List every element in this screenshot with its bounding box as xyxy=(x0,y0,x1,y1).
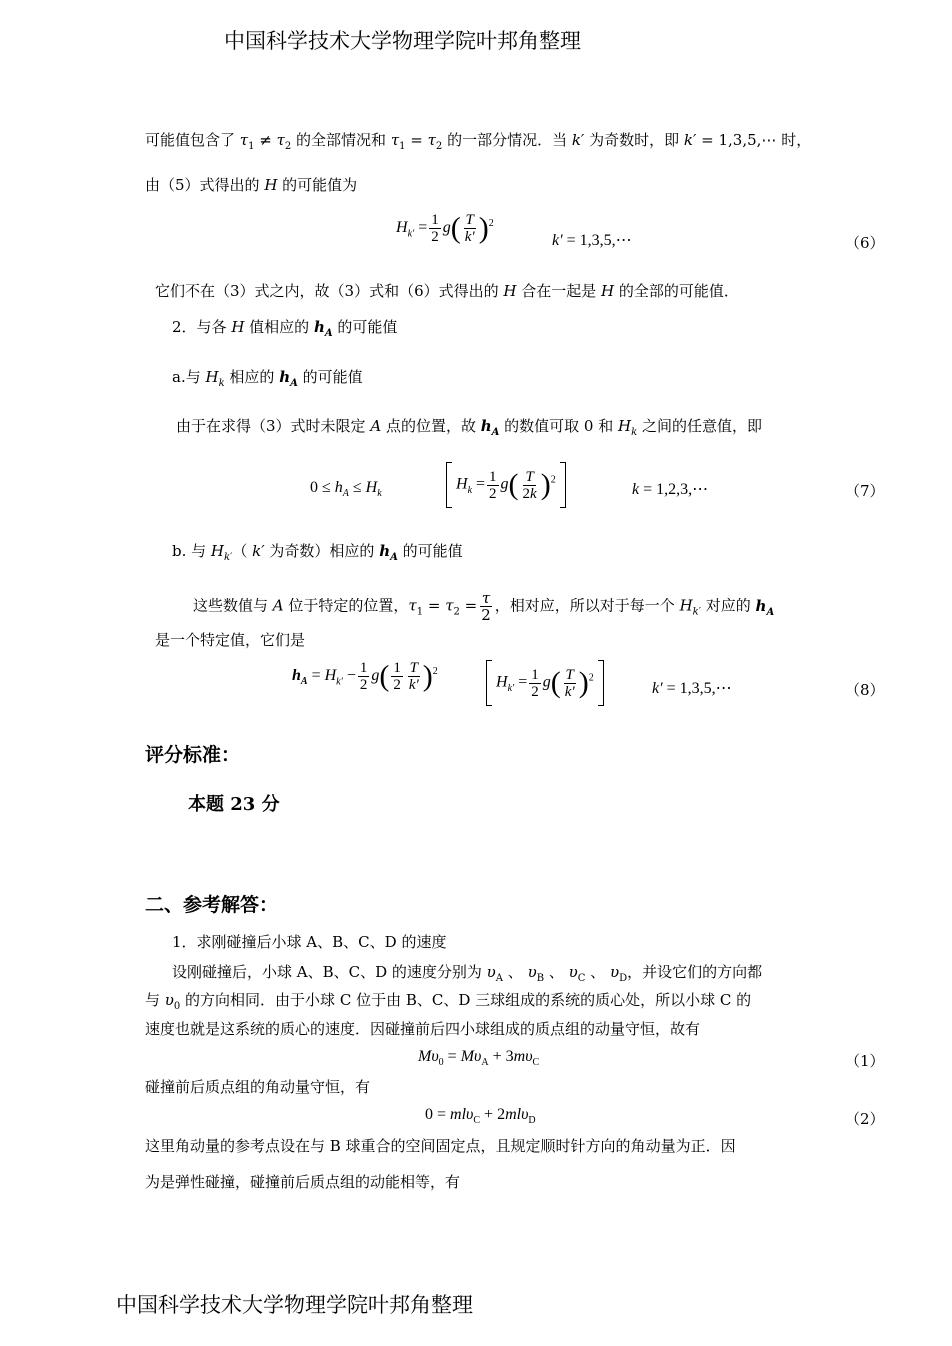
equation-8-bracket: $H_{k'}$ = $\frac{1}{2}$ g( $\frac{T}{k'}$ )$^2$ xyxy=(486,660,604,706)
text-line-m3: 与 $\upsilon_0$ 的方向相同．由于小球 C 位于由 B、C、D 三球组成的系统的质心处，所以小球 C 的 xyxy=(145,991,752,1012)
text-line-9: 是一个特定值，它们是 xyxy=(155,631,306,649)
page-header: 中国科学技术大学物理学院叶邦角整理 xyxy=(224,29,581,53)
text-line-4: 2．与各 H 值相应的 $h_A$ 的可能值 xyxy=(172,318,398,339)
section-answer-title: 二、参考解答： xyxy=(145,894,279,916)
text-line-m5: 碰撞前后质点组的角动量守恒，有 xyxy=(145,1078,371,1096)
equation-2: 0 = mlυ$_C$ + 2mlυ$_D$ xyxy=(425,1106,536,1127)
equation-number-1: （1） xyxy=(845,1052,885,1070)
scoring-text: 本题 23 分 xyxy=(188,794,280,815)
equation-7-left: $0 \le h_A \le H_k$ xyxy=(310,479,382,500)
text-line-m1: 1．求刚碰撞后小球 A、B、C、D 的速度 xyxy=(172,933,447,951)
equation-6-condition: k′ = 1,3,5,⋯ xyxy=(552,232,632,249)
page-footer: 中国科学技术大学物理学院叶邦角整理 xyxy=(116,1293,473,1317)
text-line-2: 由（5）式得出的 H 的可能值为 xyxy=(145,176,358,194)
equation-7-condition: k = 1,2,3,⋯ xyxy=(632,481,709,498)
text-line-6: 由于在求得（3）式时未限定 A 点的位置，故 $h_A$ 的数值可取 0 和 $H_k$ 之间的任意值，即 xyxy=(176,417,762,438)
equation-number-8: （8） xyxy=(845,681,885,699)
text-line-8: 这些数值与 A 位于特定的位置，$\tau_1 = \tau_2$ = $\frac{\tau}{2}$ ，相对应，所以对于每一个 $H_{k'}$ 对应的 $h_A$ xyxy=(193,589,775,624)
equation-6: $H_{k'}$ = $\frac{1}{2}$ g( $\frac{T}{k'}$ )$^2$ xyxy=(396,211,494,245)
text-line-7: b. 与 $H_{k'}$（ k′ 为奇数）相应的 $h_A$ 的可能值 xyxy=(172,542,463,563)
text-line-m2: 设刚碰撞后，小球 A、B、C、D 的速度分别为 $\upsilon_A$ 、 $\upsilon_B$ 、 $\upsilon_C$ 、 $\upsilon_D$，并设它们的方向都 xyxy=(172,963,763,984)
equation-number-6: （6） xyxy=(845,234,885,252)
equation-1: $M\upsilon_0 = M\upsilon_A + 3m\upsilon_C$ xyxy=(418,1048,540,1069)
equation-number-7: （7） xyxy=(845,482,885,500)
equation-number-2: （2） xyxy=(845,1110,885,1128)
text-line-3: 它们不在（3）式之内，故（3）式和（6）式得出的 H 合在一起是 H 的全部的可能值． xyxy=(155,282,739,300)
text-line-5: a.与 $H_k$ 相应的 $h_A$ 的可能值 xyxy=(172,368,363,389)
equation-8-condition: k′ = 1,3,5,⋯ xyxy=(652,680,732,697)
section-scoring-title: 评分标准： xyxy=(145,744,241,766)
text-line-m6: 这里角动量的参考点设在与 B 球重合的空间固定点，且规定顺时针方向的角动量为正．因 xyxy=(145,1137,736,1155)
equation-8: $h_A = H_{k'}$ − $\frac{1}{2}$ g( $\frac{1}{2}$ $\frac{T}{k'}$ )$^2$ xyxy=(292,659,438,693)
text-line-m7: 为是弹性碰撞，碰撞前后质点组的动能相等，有 xyxy=(145,1173,461,1191)
text-line-m4: 速度也就是这系统的质心的速度．因碰撞前后四小球组成的质点组的动量守恒，故有 xyxy=(145,1020,701,1038)
text-line-1: 可能值包含了 $\tau_1 \ne \tau_2$ 的全部情况和 $\tau_1 = \tau_2$ 的一部分情况．当 k′ 为奇数时，即 k′ = 1,3,5,⋯ 时， xyxy=(145,131,812,152)
equation-7-bracket: $H_k$ = $\frac{1}{2}$ g( $\frac{T}{2k}$ )$^2$ xyxy=(446,462,566,508)
